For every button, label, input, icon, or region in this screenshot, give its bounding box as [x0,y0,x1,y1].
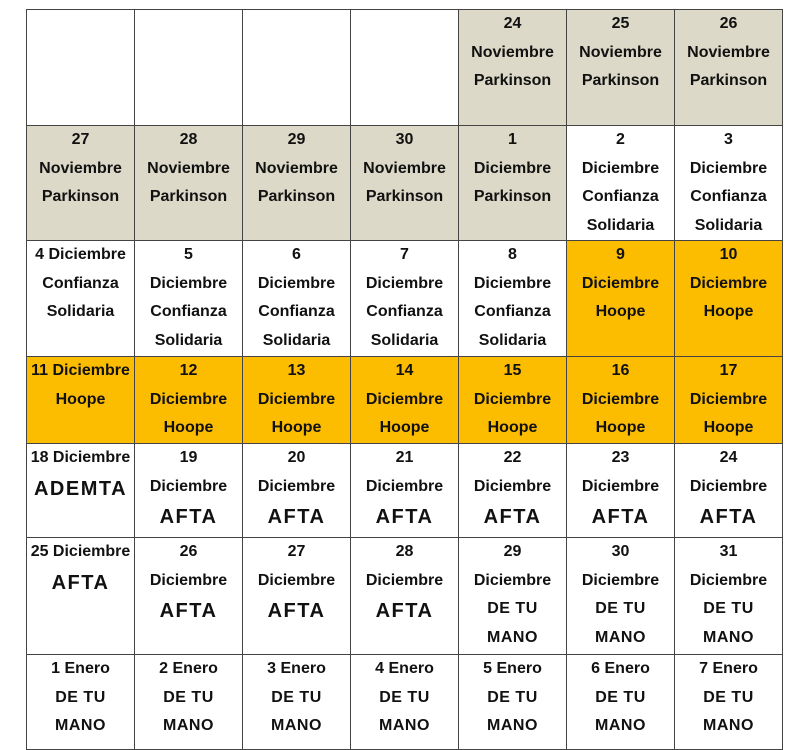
month-name: Diciembre [149,571,228,589]
org-line-2: MANO [163,717,214,734]
org-line-1: Confianza [366,303,443,320]
empty-cell [243,10,351,126]
org-line-1: DE TU [55,688,106,706]
org-name: Hoope [595,419,646,436]
month-name: Diciembre [689,571,768,589]
calendar-row [27,10,783,126]
month-name: Diciembre [149,477,228,495]
day-cell [351,241,459,357]
day-number: 17 [719,362,738,379]
org-name: Hoope [703,419,754,436]
org-line-1: DE TU [163,688,214,706]
month-name: Diciembre [689,390,768,408]
org-name: Hoope [55,390,106,408]
calendar-body [27,10,783,750]
month-name: Diciembre [689,477,768,495]
day-number: 24 [719,449,738,466]
empty-cell [351,10,459,126]
month-name: Diciembre [257,390,336,408]
day-cell [135,241,243,357]
org-line-1: Confianza [690,188,767,205]
day-date: 5 Enero [483,660,542,677]
day-date: 4 Enero [375,660,434,677]
org-line-2: Solidaria [370,331,439,349]
day-cell [567,241,675,357]
day-cell [459,241,567,357]
org-line-2: MANO [487,628,538,646]
org-line-2: Solidaria [46,303,115,320]
day-cell [351,357,459,444]
month-name: Diciembre [257,274,336,292]
org-name: Parkinson [473,72,552,89]
day-number: 1 [508,131,517,148]
org-name: Hoope [379,419,430,436]
day-cell [243,126,351,241]
day-cell [675,126,783,241]
month-name: Diciembre [473,477,552,495]
month-name: Diciembre [365,571,444,589]
day-cell [351,538,459,655]
org-name: Hoope [271,419,322,436]
org-line-2: Solidaria [694,216,763,234]
org-name: Parkinson [581,72,660,89]
day-cell [243,655,351,750]
day-cell [459,357,567,444]
day-cell [675,357,783,444]
org-line-1: DE TU [487,688,538,706]
day-number: 27 [287,543,306,560]
org-line-2: Solidaria [154,331,223,349]
day-cell [675,655,783,750]
org-name: Parkinson [41,188,120,205]
org-name: Parkinson [473,188,552,205]
org-line-2: MANO [487,717,538,734]
org-line-2: MANO [703,717,754,734]
day-number: 14 [395,362,414,379]
month-name: Noviembre [147,159,230,177]
month-name: Diciembre [365,274,444,292]
day-cell [675,241,783,357]
day-cell [243,357,351,444]
month-name: Noviembre [255,159,338,177]
org-line-2: MANO [55,717,106,734]
month-name: Diciembre [365,477,444,495]
day-number: 30 [611,543,630,560]
day-number: 9 [616,246,625,263]
day-number: 16 [611,362,630,379]
org-name: AFTA [699,506,758,528]
day-date: 1 Enero [51,660,110,677]
day-number: 6 [292,246,301,263]
calendar-row [27,444,783,538]
org-name: AFTA [267,506,326,528]
month-name: Noviembre [471,43,554,61]
org-line-2: MANO [271,717,322,734]
day-cell [459,655,567,750]
org-name: Parkinson [257,188,336,205]
org-name: Hoope [595,303,646,320]
day-number: 7 [400,246,409,263]
day-number: 25 [611,15,630,32]
day-cell [351,655,459,750]
org-line-1: DE TU [379,688,430,706]
empty-cell [135,10,243,126]
day-number: 23 [611,449,630,466]
day-number: 8 [508,246,517,263]
day-cell [567,444,675,538]
month-name: Diciembre [581,477,660,495]
calendar-row [27,126,783,241]
day-cell [27,655,135,750]
org-line-1: Confianza [258,303,335,320]
day-date: 18 Diciembre [30,449,131,466]
org-line-2: Solidaria [586,216,655,234]
day-number: 19 [179,449,198,466]
org-line-2: MANO [595,717,646,734]
month-name: Diciembre [365,390,444,408]
org-name: AFTA [591,506,650,528]
month-name: Noviembre [39,159,122,177]
day-date: 7 Enero [699,660,758,677]
day-cell [675,444,783,538]
day-cell [459,126,567,241]
day-cell [567,538,675,655]
org-line-1: Confianza [582,188,659,205]
month-name: Diciembre [473,390,552,408]
org-line-2: MANO [703,628,754,646]
day-number: 24 [503,15,522,32]
day-number: 15 [503,362,522,379]
day-number: 2 [616,131,625,148]
month-name: Diciembre [257,571,336,589]
org-name: AFTA [483,506,542,528]
day-cell [27,126,135,241]
month-name: Diciembre [473,159,552,177]
org-line-1: DE TU [595,600,646,617]
day-number: 10 [719,246,738,263]
org-line-1: Confianza [150,303,227,320]
month-name: Diciembre [689,159,768,177]
day-number: 29 [503,543,522,560]
day-number: 3 [724,131,733,148]
org-line-1: DE TU [487,600,538,617]
org-name: AFTA [159,600,218,622]
org-line-1: DE TU [703,688,754,706]
org-name: Parkinson [365,188,444,205]
org-line-1: DE TU [595,688,646,706]
day-date: 3 Enero [267,660,326,677]
day-cell [27,357,135,444]
calendar-row [27,241,783,357]
day-cell [351,444,459,538]
day-cell [351,126,459,241]
org-line-1: Confianza [474,303,551,320]
month-name: Diciembre [689,274,768,292]
day-cell [243,241,351,357]
day-number: 5 [184,246,193,263]
month-name: Diciembre [149,390,228,408]
org-line-1: Confianza [42,274,119,292]
month-name: Diciembre [581,274,660,292]
org-line-2: Solidaria [478,331,547,349]
calendar-table [26,9,783,750]
day-cell [459,538,567,655]
org-line-1: DE TU [703,600,754,617]
calendar-row [27,538,783,655]
org-name: Hoope [703,303,754,320]
day-date: 25 Diciembre [30,543,131,560]
month-name: Diciembre [581,159,660,177]
empty-cell [27,10,135,126]
day-cell [459,444,567,538]
day-cell [27,241,135,357]
day-cell [135,357,243,444]
org-name: AFTA [375,506,434,528]
org-line-2: MANO [379,717,430,734]
day-number: 28 [179,131,198,148]
day-date: 4 Diciembre [35,246,126,263]
month-name: Diciembre [473,571,552,589]
month-name: Noviembre [687,43,770,61]
day-cell [27,538,135,655]
org-line-2: MANO [595,628,646,646]
org-name: AFTA [159,506,218,528]
month-name: Diciembre [581,390,660,408]
month-name: Diciembre [581,571,660,589]
day-number: 12 [179,362,198,379]
day-number: 26 [719,15,738,32]
day-date: 2 Enero [159,660,218,677]
day-cell [243,538,351,655]
calendar-row [27,357,783,444]
day-cell [675,10,783,126]
day-cell [243,444,351,538]
day-number: 30 [395,131,414,148]
day-cell [567,126,675,241]
day-date: 6 Enero [591,660,650,677]
org-name: ADEMTA [33,477,128,500]
day-cell [27,444,135,538]
calendar-row [27,655,783,750]
day-number: 21 [395,449,414,466]
org-name: Parkinson [149,188,228,205]
day-number: 29 [287,131,306,148]
day-cell [675,538,783,655]
day-number: 27 [71,131,90,148]
day-number: 20 [287,449,306,466]
org-name: AFTA [375,600,434,622]
month-name: Diciembre [257,477,336,495]
day-cell [135,655,243,750]
org-name: Parkinson [689,72,768,89]
day-number: 28 [395,543,414,560]
org-name: Hoope [163,419,214,436]
day-cell [567,655,675,750]
day-number: 22 [503,449,522,466]
day-cell [459,10,567,126]
org-line-1: DE TU [271,688,322,706]
day-cell [135,444,243,538]
day-cell [135,538,243,655]
day-cell [135,126,243,241]
day-cell [567,357,675,444]
org-line-2: Solidaria [262,331,331,349]
month-name: Noviembre [363,159,446,177]
org-name: AFTA [267,600,326,622]
month-name: Diciembre [149,274,228,292]
org-name: Hoope [487,419,538,436]
month-name: Noviembre [579,43,662,61]
day-date: 11 Diciembre [31,362,130,379]
day-number: 13 [287,362,306,379]
month-name: Diciembre [473,274,552,292]
org-name: AFTA [51,571,110,594]
day-cell [567,10,675,126]
day-number: 26 [179,543,198,560]
day-number: 31 [719,543,738,560]
